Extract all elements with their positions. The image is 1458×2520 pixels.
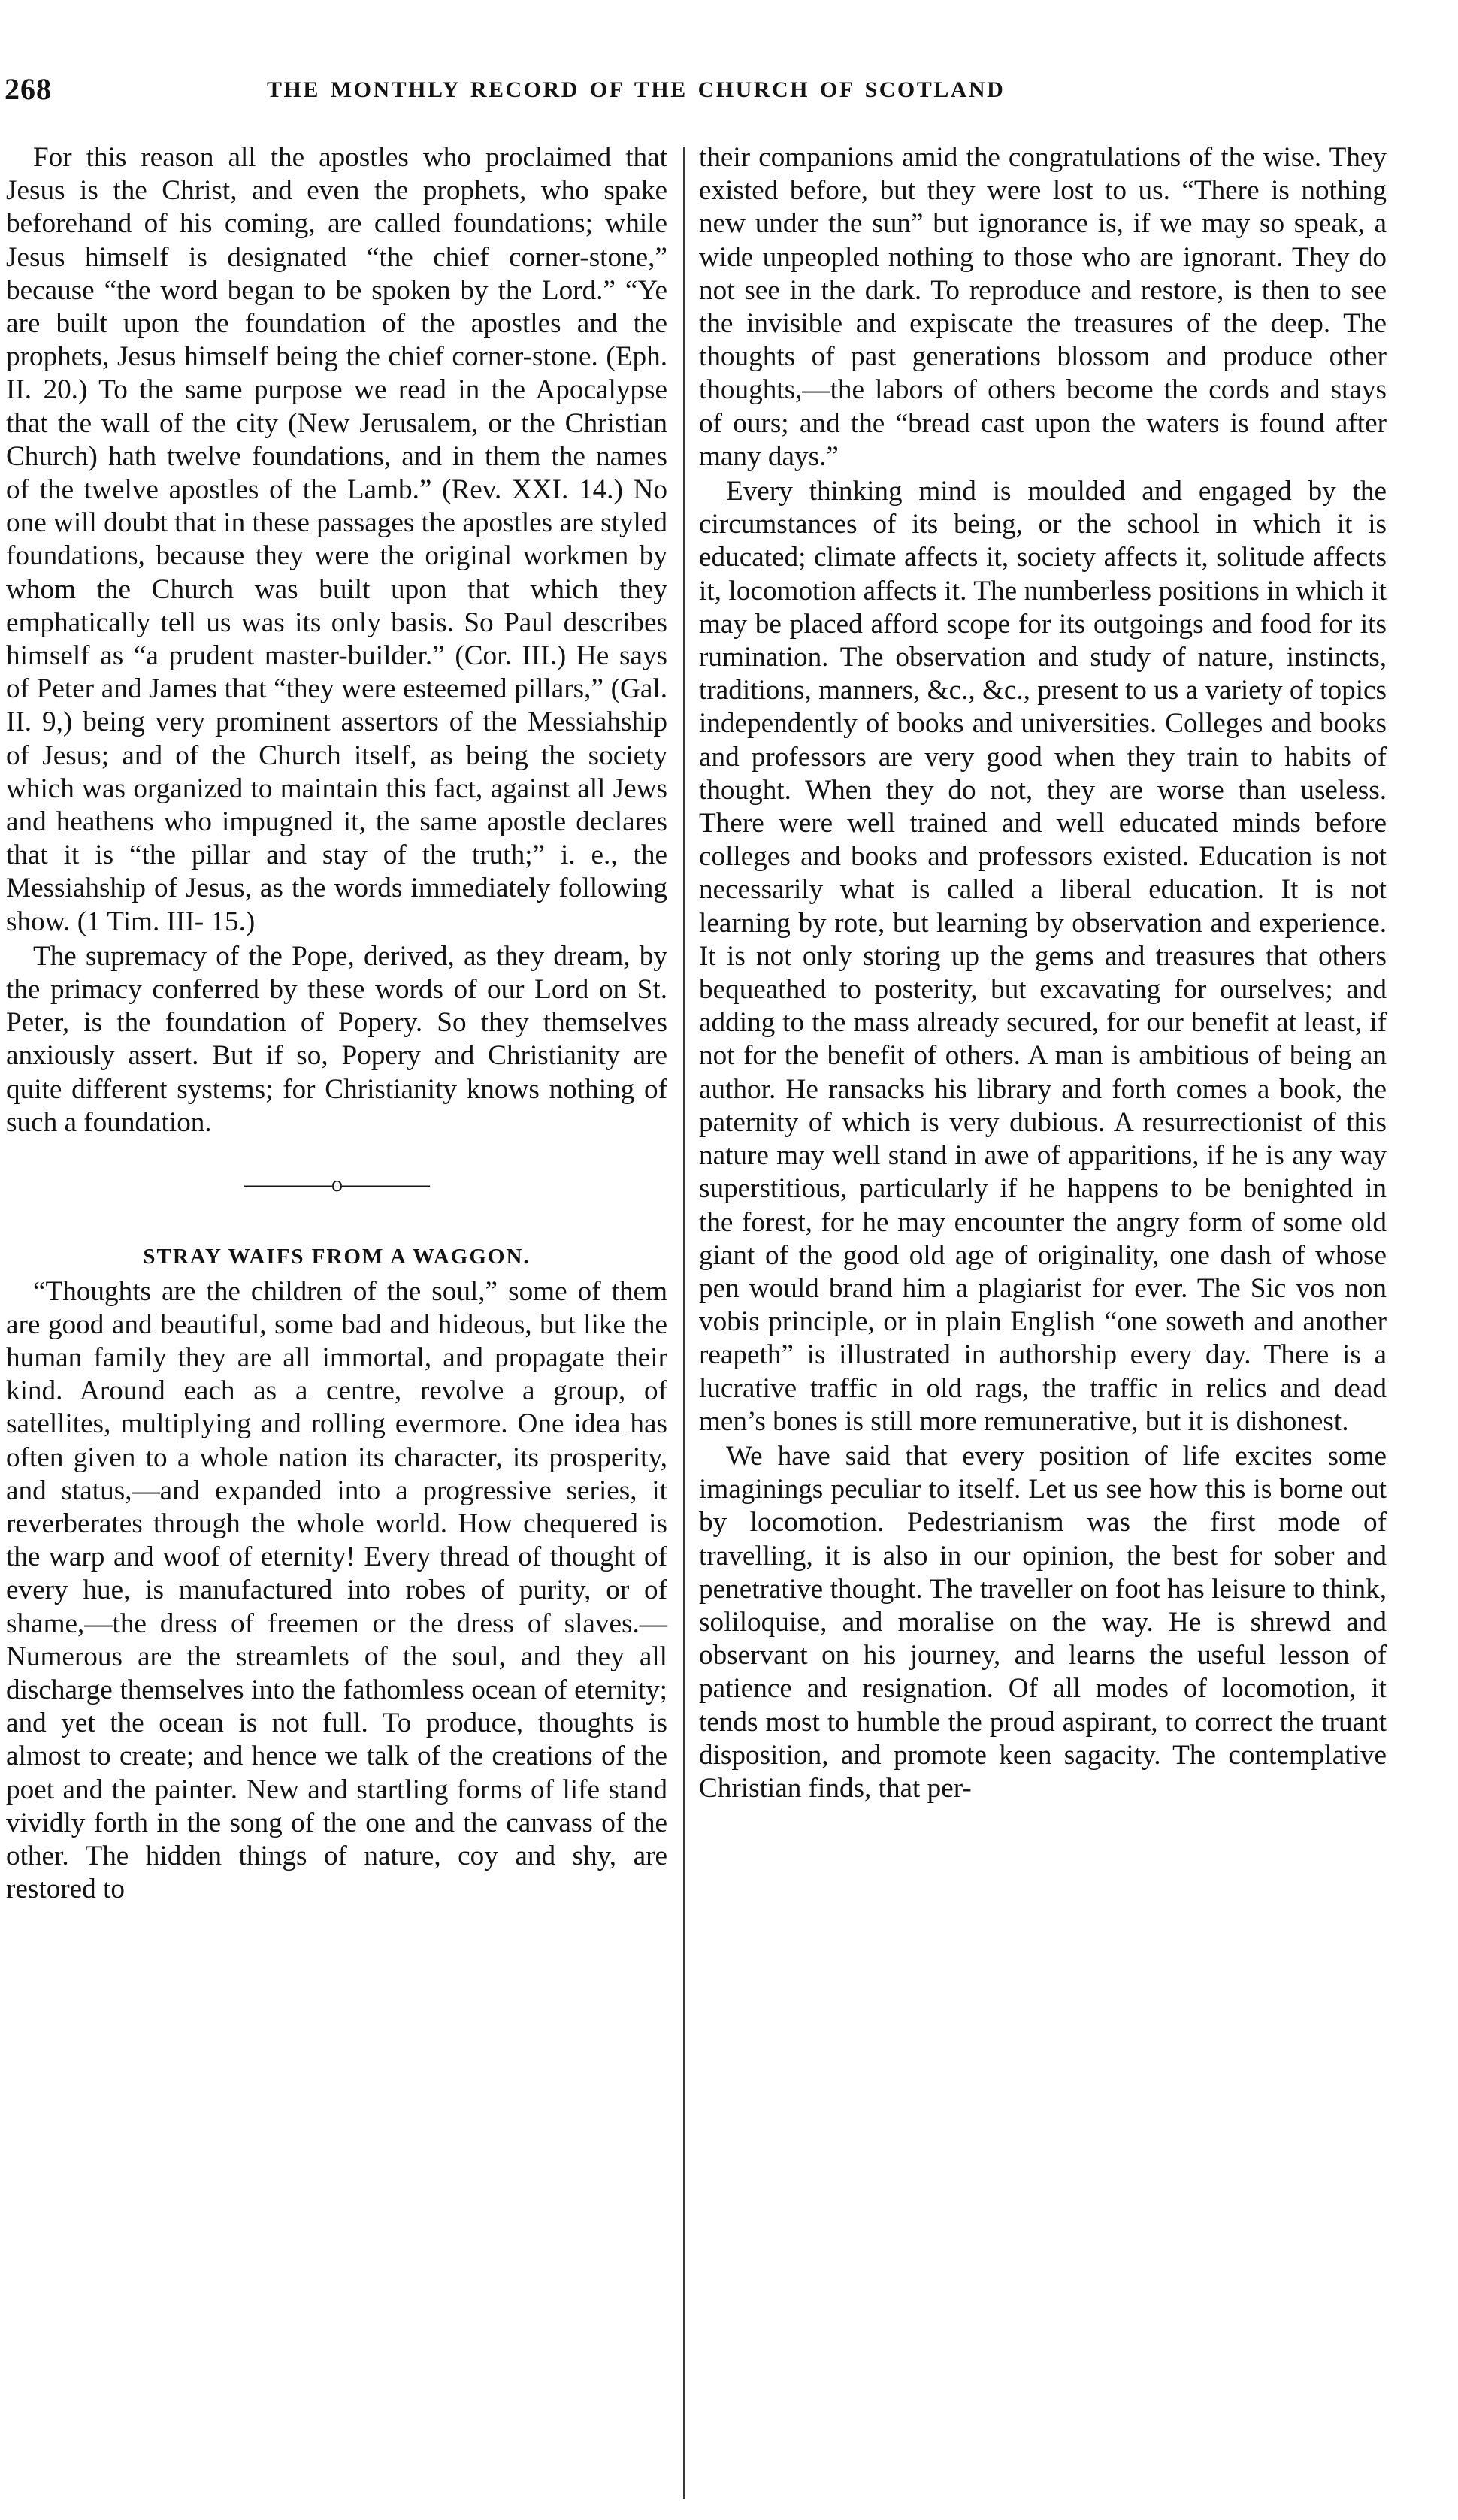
paragraph-continuation: their companions amid the congratulations of the wise. They existed before, but they were lost to us. “There is nothing new under the sun” but ignorance is, if we may so speak, a wide unpeopled nothing to those who are ignorant. They do not see in the dark. To reproduce and restore, is then to see the invisible and expiscate the treasures of the deep. The thoughts of past generations blossom and produce other thoughts,—the labors of others become the cords and stays of ours; and the “bread cast upon the waters is found after many days.” bbox=[699, 142, 1387, 472]
article-title: STRAY WAIFS FROM A WAGGON. bbox=[143, 1245, 531, 1269]
paragraph-papal-supremacy: The supremacy of the Pope, derived, as they dream, by the primacy conferred by these words of our Lord on St. Peter, is the foundation of Popery. So they themselves anxiously assert. But if so, Popery and Christianity are quite different systems; for Christianity knows nothing of such a foundation. bbox=[6, 940, 667, 1138]
paragraph-apostles-foundations: For this reason all the apostles who proclaimed that Jesus is the Christ, and even the prophets, who spake beforehand of his coming, are called foundations; while Jesus himself is designated “the chief corner-stone,” because “the word began to be spoken by the Lord.” “Ye are built upon the foundation of the apostles and the prophets, Jesus himself being the chief corner-stone. (Eph. II. 20.) To the same purpose we read in the Apocalypse that the wall of the city (New Jerusalem, or the Christian Church) hath twelve foundations, and in them the names of the twelve apostles of the Lamb.” (Rev. XXI. 14.) No one will doubt that in these passages the apostles are styled foundations, because they were the original workmen by whom the Church was built upon that which they emphatically tell us was its only basis. So Paul describes himself as “a prudent master-builder.” (Cor. III.) He says of Peter and James that “they were esteemed pillars,” (Gal. II. 9,) being very prominent assertors of the Messiahship of Jesus; and of the Church itself, as being the society which was organized to maintain this fact, against all Jews and heathens who impugned it, the same apostle declares that it is “the pillar and stay of the truth;” i. e., the Messiahship of Jesus, as the words immediately following show. (1 Tim. III- 15.) bbox=[6, 142, 667, 937]
column-rule bbox=[683, 147, 685, 2499]
page-number: 268 bbox=[5, 72, 52, 106]
paragraph-thoughts-children-of-soul: “Thoughts are the children of the soul,” some of them are good and beautiful, some bad and hideous, but like the human family they are all immortal, and propagate their kind. Around each as a centre, revolve a group, of satellites, multiplying and rolling evermore. One idea has often given to a whole nation its character, its prosperity, and status,—and expanded into a progressive series, it reverberates through the whole world. How chequered is the warp and woof of eternity! Every thread of thought of every hue, is manufactured into robes of purity, or of shame,—the dress of freemen or the dress of slaves.—Numerous are the streamlets of the soul, and they all discharge themselves into the fathomless ocean of eternity; and yet the ocean is not full. To produce, thoughts is almost to create; and hence we talk of the creations of the poet and the painter. New and startling forms of life stand vividly forth in the song of the one and the canvass of the other. The hidden things of nature, coy and shy, are restored to bbox=[6, 1275, 667, 1905]
section-divider: ————o———— bbox=[244, 1172, 429, 1197]
right-column bbox=[699, 141, 1387, 1805]
running-title: THE MONTHLY RECORD OF THE CHURCH OF SCOTLAND bbox=[267, 77, 1006, 102]
page-header bbox=[0, 71, 1458, 116]
paragraph-thinking-mind: Every thinking mind is moulded and engaged by the circumstances of its being, or the school in which it is educated; climate affects it, society affects it, solitude affects it, locomotion affects it. The numberless positions in which it may be placed afford scope for its outgoings and food for its rumination. The observation and study of nature, instincts, traditions, manners, &c., &c., present to us a variety of topics independently of books and universities. Colleges and books and professors are very good when they train to habits of thought. When they do not, they are worse than useless. There were well trained and well educated minds before colleges and books and professors existed. Education is not necessarily what is called a liberal education. It is not learning by rote, but learning by observation and experience. It is not only storing up the gems and treasures that others bequeathed to posterity, but excavating for ourselves; and adding to the mass already secured, for our benefit at least, if not for the benefit of others. A man is ambitious of being an author. He ransacks his library and forth comes a book, the paternity of which is very dubious. A resurrectionist of this nature may well stand in awe of apparitions, if he is any way superstitious, particularly if he happens to be benighted in the forest, for he may encounter the angry form of some old giant of the good old age of originality, one dash of whose pen would brand him a plagiarist for ever. The Sic vos non vobis principle, or in plain English “one soweth and another reapeth” is illustrated in authorship every day. There is a lucrative traffic in old rags, the traffic in relics and dead men’s bones is still more remunerative, but it is dishonest. bbox=[699, 476, 1387, 1437]
left-column bbox=[6, 141, 667, 1906]
paragraph-locomotion: We have said that every position of life excites some imaginings peculiar to itself. Let us see how this is borne out by locomotion. Pedestrianism was the first mode of travelling, it is also in our opinion, the best for sober and penetrative thought. The traveller on foot has leisure to think, soliloquise, and moralise on the way. He is shrewd and observant on his journey, and learns the useful lesson of patience and resignation. Of all modes of locomotion, it tends most to humble the proud aspirant, to correct the truant disposition, and promote keen sagacity. The contemplative Christian finds, that per- bbox=[699, 1440, 1387, 1804]
